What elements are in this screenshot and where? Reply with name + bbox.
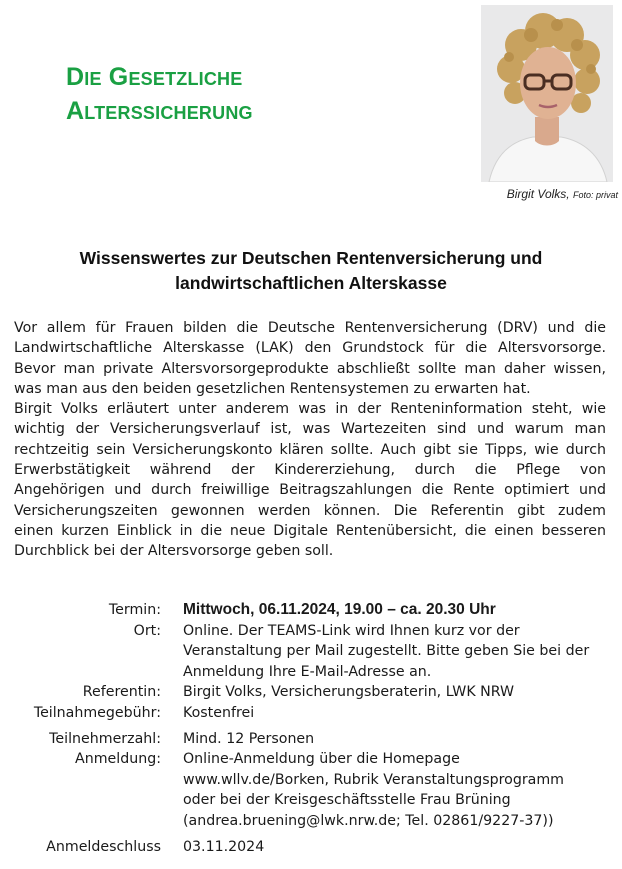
body-line: Versicherungszeiten gewonnen werden können. Die Referentin gibt zudem: [14, 502, 606, 519]
ort-label: Ort:: [133, 622, 161, 639]
body-line: Angehörigen und durch freiwillige Beitragszahlungen die Rente optimiert und: [14, 482, 606, 499]
heading-line-1: Wissenswertes zur Deutschen Rentenversicherung und: [79, 248, 543, 268]
anmeldung-line: Online-Anmeldung über die Homepage: [183, 751, 460, 768]
detail-row-anmeldung: [14, 749, 614, 831]
caption-name: Birgit Volks,: [506, 187, 570, 201]
body-line: was man aus den beiden gesetzlichen Rentensystemen zu erwarten hat.: [14, 380, 531, 397]
body-line: Landwirtschaftliche Alterskasse (LAK) den Grundstock für die Altersvorsorge.: [14, 340, 606, 357]
teilnehmerzahl-label: Teilnehmerzahl:: [49, 730, 161, 747]
body-line: Birgit Volks erläutert unter anderem was in der Renteninformation steht, wie: [14, 401, 606, 418]
detail-row-referentin: [14, 682, 614, 703]
body-line: rechtzeitig sein Versicherungskonto klären sollte. Auch gibt sie Tipps, wie durch: [14, 441, 606, 458]
body-line: Vor allem für Frauen bilden die Deutsche Rentenversicherung (DRV) und die: [14, 320, 606, 336]
portrait-photo: [481, 5, 613, 182]
anmeldung-line: oder bei der Kreisgeschäftsstelle Frau Brüning: [183, 792, 511, 809]
body-line: einen kurzen Einblick in die neue Digitale Rentenübersicht, die einen besseren: [14, 522, 606, 539]
ort-value: [183, 621, 613, 683]
detail-row-anmeldeschluss: [14, 837, 614, 858]
ort-line: Veranstaltung per Mail zugestellt. Bitte geben Sie bei der: [183, 643, 590, 660]
body-line: Durchblick bei der Altersvorsorge geben soll.: [14, 543, 334, 560]
body-line: Erwerbstätigkeit während der Kindererziehung, durch die Pflege von: [14, 462, 606, 479]
heading-line-2: landwirtschaftlichen Alterskasse: [175, 273, 447, 293]
referentin-label: Referentin:: [82, 684, 161, 701]
detail-row-termin: [14, 600, 614, 621]
event-details: [14, 600, 614, 857]
document-title: [66, 60, 253, 128]
anmeldeschluss-label: Anmeldeschluss: [46, 838, 161, 855]
anmeldung-link[interactable]: www.wllv.de/Borken, Rubrik Veranstaltungsprogramm: [183, 771, 565, 788]
teilnehmerzahl-value: Mind. 12 Personen: [183, 730, 315, 747]
article-body: [14, 318, 606, 562]
anmeldung-value: [183, 749, 613, 831]
anmeldung-label: Anmeldung:: [75, 751, 161, 768]
anmeldeschluss-value: 03.11.2024: [183, 838, 265, 855]
termin-label: Termin:: [108, 602, 161, 618]
title-line-1: Die Gesetzliche: [66, 63, 243, 91]
gebuehr-value: Kostenfrei: [183, 704, 255, 721]
ort-line: Anmeldung Ihre E-Mail-Adresse an.: [183, 663, 432, 680]
detail-row-teilnehmerzahl: [14, 729, 614, 750]
termin-value: Mittwoch, 06.11.2024, 19.00 – ca. 20.30 Uhr: [183, 601, 496, 618]
gebuehr-label: Teilnahmegebühr:: [33, 704, 161, 721]
referentin-value: Birgit Volks, Versicherungsberaterin, LWK NRW: [183, 684, 515, 701]
detail-row-gebuehr: [14, 703, 614, 724]
photo-caption: [470, 187, 618, 201]
body-line: Bevor man private Altersvorsorgeprodukte abschließt sollte man daher wissen,: [14, 360, 606, 377]
detail-row-ort: [14, 621, 614, 683]
ort-line: Online. Der TEAMS-Link wird Ihnen kurz vor der: [183, 622, 520, 639]
anmeldung-contact[interactable]: (andrea.bruening@lwk.nrw.de; Tel. 02861/9227-37)): [183, 812, 554, 829]
caption-credit: Foto: privat: [572, 190, 618, 200]
title-line-2: Alterssicherung: [66, 97, 253, 125]
body-line: wichtig der Versicherungsverlauf ist, was Wartezeiten sind und warum man: [14, 421, 606, 438]
portrait-photo-icon: [481, 5, 613, 182]
article-heading: [20, 246, 602, 296]
